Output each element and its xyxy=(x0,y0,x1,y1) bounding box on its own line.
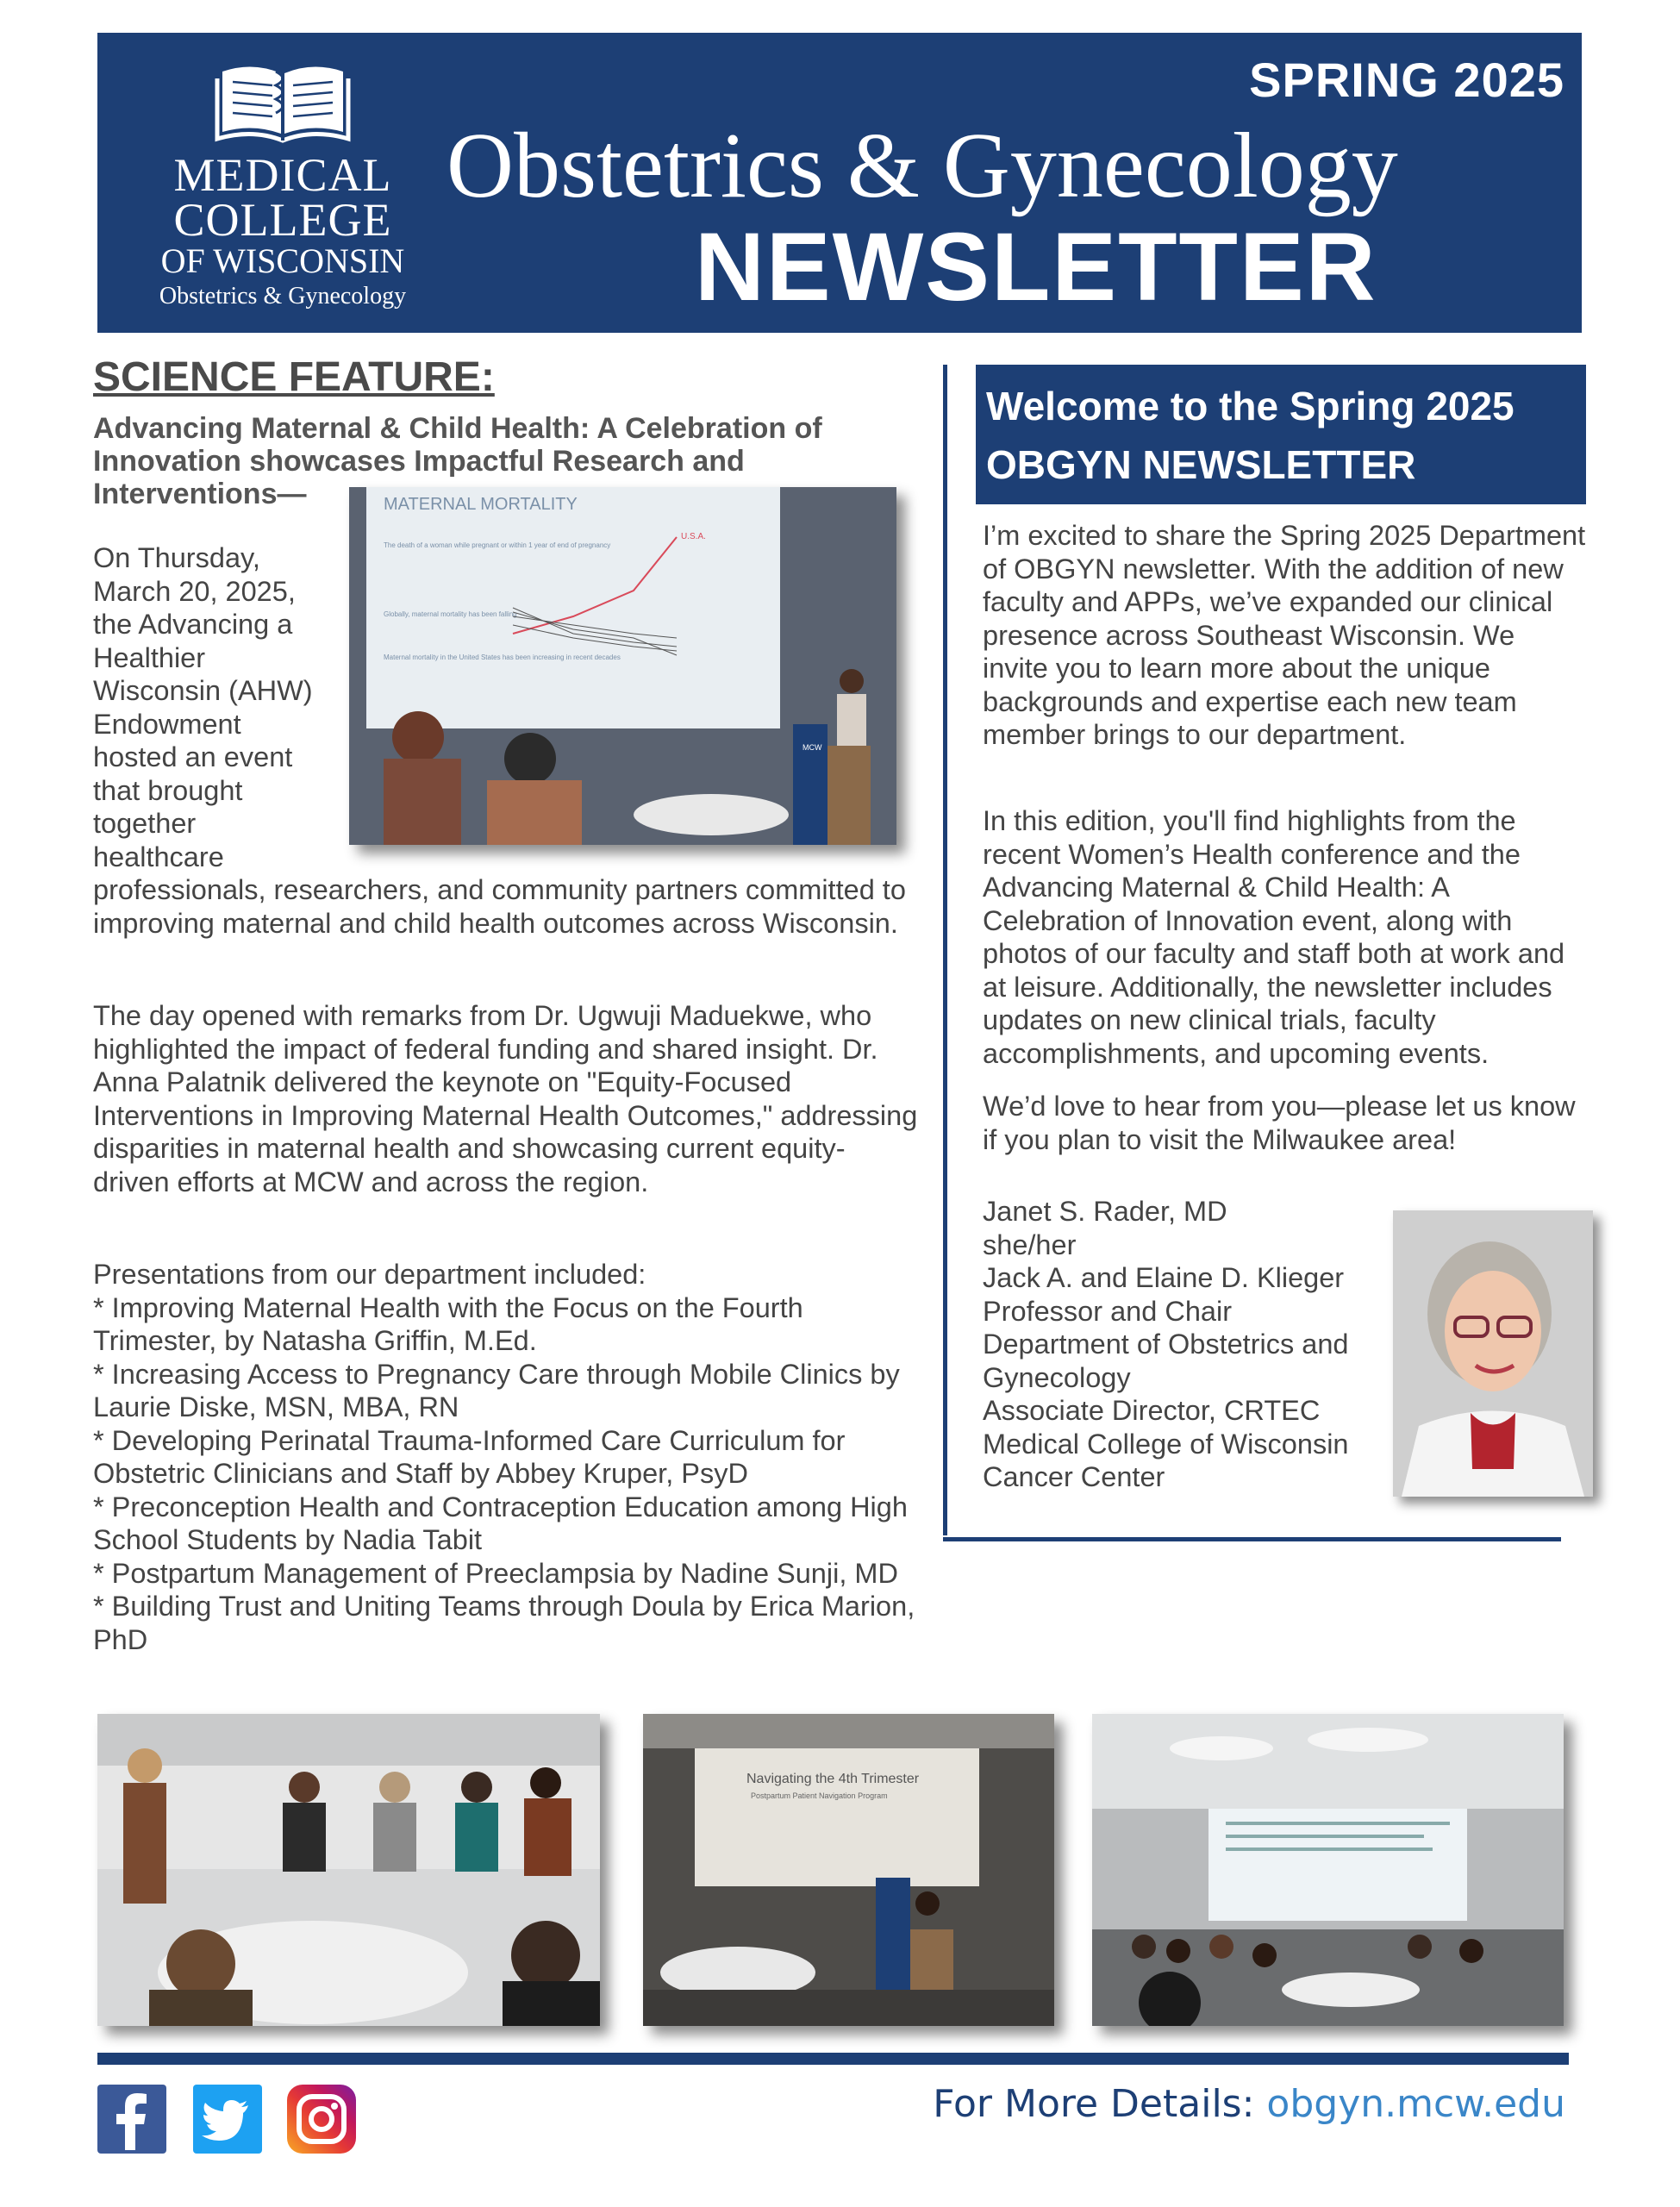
more-details-link[interactable] xyxy=(933,2082,1565,2126)
column-divider xyxy=(943,365,947,1535)
more-details-label: For More Details: xyxy=(933,2082,1255,2126)
welcome-paragraph-2: In this edition, you'll find highlights from the recent Women’s Health conference and the Advancing Maternal & Child Health: A Celebration of Innovation event, along with photos of our faculty and staff both at work and at leisure. Additionally, the newsletter includes updates on new clinical trials, faculty accomplishments, and upcoming events. xyxy=(983,805,1565,1069)
signature-line: Department of Obstetrics and Gynecology xyxy=(983,1329,1349,1393)
chair-portrait xyxy=(1393,1210,1593,1497)
intro-line: On Thursday, xyxy=(93,542,260,573)
presentations-intro: Presentations from our department included: xyxy=(93,1259,646,1290)
science-feature-subheading: Advancing Maternal & Child Health: A Celebration of Innovation showcases Impactful Research and Interventions— xyxy=(93,412,822,510)
logo-line-medical: MEDICAL xyxy=(173,149,392,201)
slide-subtitle: Postpartum Patient Navigation Program xyxy=(751,1791,888,1800)
intro-line: together xyxy=(93,808,197,839)
list-item: * Preconception Health and Contraception Education among High School Students by Nadia Tabit xyxy=(93,1491,908,1555)
intro-line: Healthier xyxy=(93,641,206,673)
website-url[interactable]: obgyn.mcw.edu xyxy=(1266,2082,1565,2126)
slide-bullet: The death of a woman while pregnant or within 1 year of end of pregnancy xyxy=(384,541,611,549)
event-photo-audience xyxy=(1092,1714,1564,2026)
signature-line: she/her xyxy=(983,1229,1077,1260)
open-book-icon xyxy=(214,54,352,145)
welcome-title-line1: Welcome to the Spring 2025 xyxy=(986,384,1514,428)
logo-line-wisconsin: OF WISCONSIN xyxy=(160,241,405,280)
list-item: * Improving Maternal Health with the Focus on the Fourth Trimester, by Natasha Griffin, M.Ed. xyxy=(93,1291,803,1356)
slide-series-label: U.S.A. xyxy=(681,532,706,541)
science-intro-narrow xyxy=(93,541,343,873)
issue-season: SPRING 2025 xyxy=(1249,53,1564,107)
slide-bullet: Maternal mortality in the United States has been increasing in recent decades xyxy=(384,653,621,661)
chair-signature xyxy=(983,1195,1388,1494)
list-item: * Developing Perinatal Trauma-Informed Care Curriculum for Obstetric Clinicians and Staff by Abbey Kruper, PsyD xyxy=(93,1424,846,1489)
presentations-list xyxy=(93,1258,921,1656)
list-item: * Increasing Access to Pregnancy Care through Mobile Clinics by Laurie Diske, MSN, MBA, RN xyxy=(93,1358,900,1422)
event-photo-keynote xyxy=(349,487,896,845)
masthead xyxy=(97,33,1582,333)
intro-line: the Advancing a xyxy=(93,609,293,640)
slide-title: Navigating the 4th Trimester xyxy=(746,1772,920,1786)
logo-line-department: Obstetrics & Gynecology xyxy=(159,283,407,309)
department-title: Obstetrics & Gynecology xyxy=(447,115,1398,217)
list-item: * Postpartum Management of Preeclampsia by Nadine Sunji, MD xyxy=(93,1557,898,1589)
instagram-icon[interactable] xyxy=(287,2085,356,2154)
intro-line: Endowment xyxy=(93,708,241,740)
intro-line: hosted an event xyxy=(93,741,293,772)
intro-line: Wisconsin (AHW) xyxy=(93,675,313,706)
signature-line: Jack A. and Elaine D. Klieger Professor and Chair xyxy=(983,1262,1345,1327)
welcome-title-line2: OBGYN NEWSLETTER xyxy=(986,442,1416,487)
slide-bullet: Globally, maternal mortality has been falling xyxy=(384,610,517,618)
science-paragraph-2: The day opened with remarks from Dr. Ugwuji Maduekwe, who highlighted the impact of federal funding and shared insight. Dr. Anna Palatnik delivered the keynote on "Equity-Focused Interventions in Improving Maternal Health Outcomes," addressing disparities in maternal health and showcasing current equity-driven efforts at MCW and across the region. xyxy=(93,1000,918,1197)
signature-line: Janet S. Rader, MD xyxy=(983,1196,1227,1227)
science-feature-heading: SCIENCE FEATURE: xyxy=(93,354,495,400)
signature-line: Medical College of Wisconsin Cancer Center xyxy=(983,1428,1349,1492)
column-bottom-rule xyxy=(943,1537,1561,1541)
podium-label: MCW xyxy=(803,743,822,752)
science-intro-continued: professionals, researchers, and community partners committed to improving maternal and child health outcomes across Wisconsin. xyxy=(93,874,906,939)
welcome-banner xyxy=(976,365,1586,504)
facebook-icon[interactable] xyxy=(97,2085,166,2154)
slide-title: MATERNAL MORTALITY xyxy=(384,495,578,514)
intro-line: that brought xyxy=(93,774,243,806)
logo-line-college: COLLEGE xyxy=(173,194,392,246)
intro-line: March 20, 2025, xyxy=(93,575,296,607)
event-photo-fourth-trimester xyxy=(643,1714,1054,2026)
signature-line: Associate Director, CRTEC xyxy=(983,1395,1321,1426)
twitter-icon[interactable] xyxy=(193,2085,262,2154)
welcome-paragraph-1: I’m excited to share the Spring 2025 Department of OBGYN newsletter. With the addition of new faculty and APPs, we’ve expanded our clinical presence across Southeast Wisconsin. We invite you to learn more about the unique backgrounds and expertise each new team member brings to our department. xyxy=(983,520,1586,750)
event-photo-panel xyxy=(97,1714,600,2026)
welcome-paragraph-3: We’d love to hear from you—please let us know if you plan to visit the Milwaukee area! xyxy=(983,1091,1576,1155)
newsletter-title: NEWSLETTER xyxy=(695,213,1377,321)
footer-rule xyxy=(97,2053,1569,2065)
intro-line: healthcare xyxy=(93,841,224,872)
list-item: * Building Trust and Uniting Teams through Doula by Erica Marion, PhD xyxy=(93,1591,915,1655)
mcw-logo[interactable] xyxy=(145,54,421,313)
